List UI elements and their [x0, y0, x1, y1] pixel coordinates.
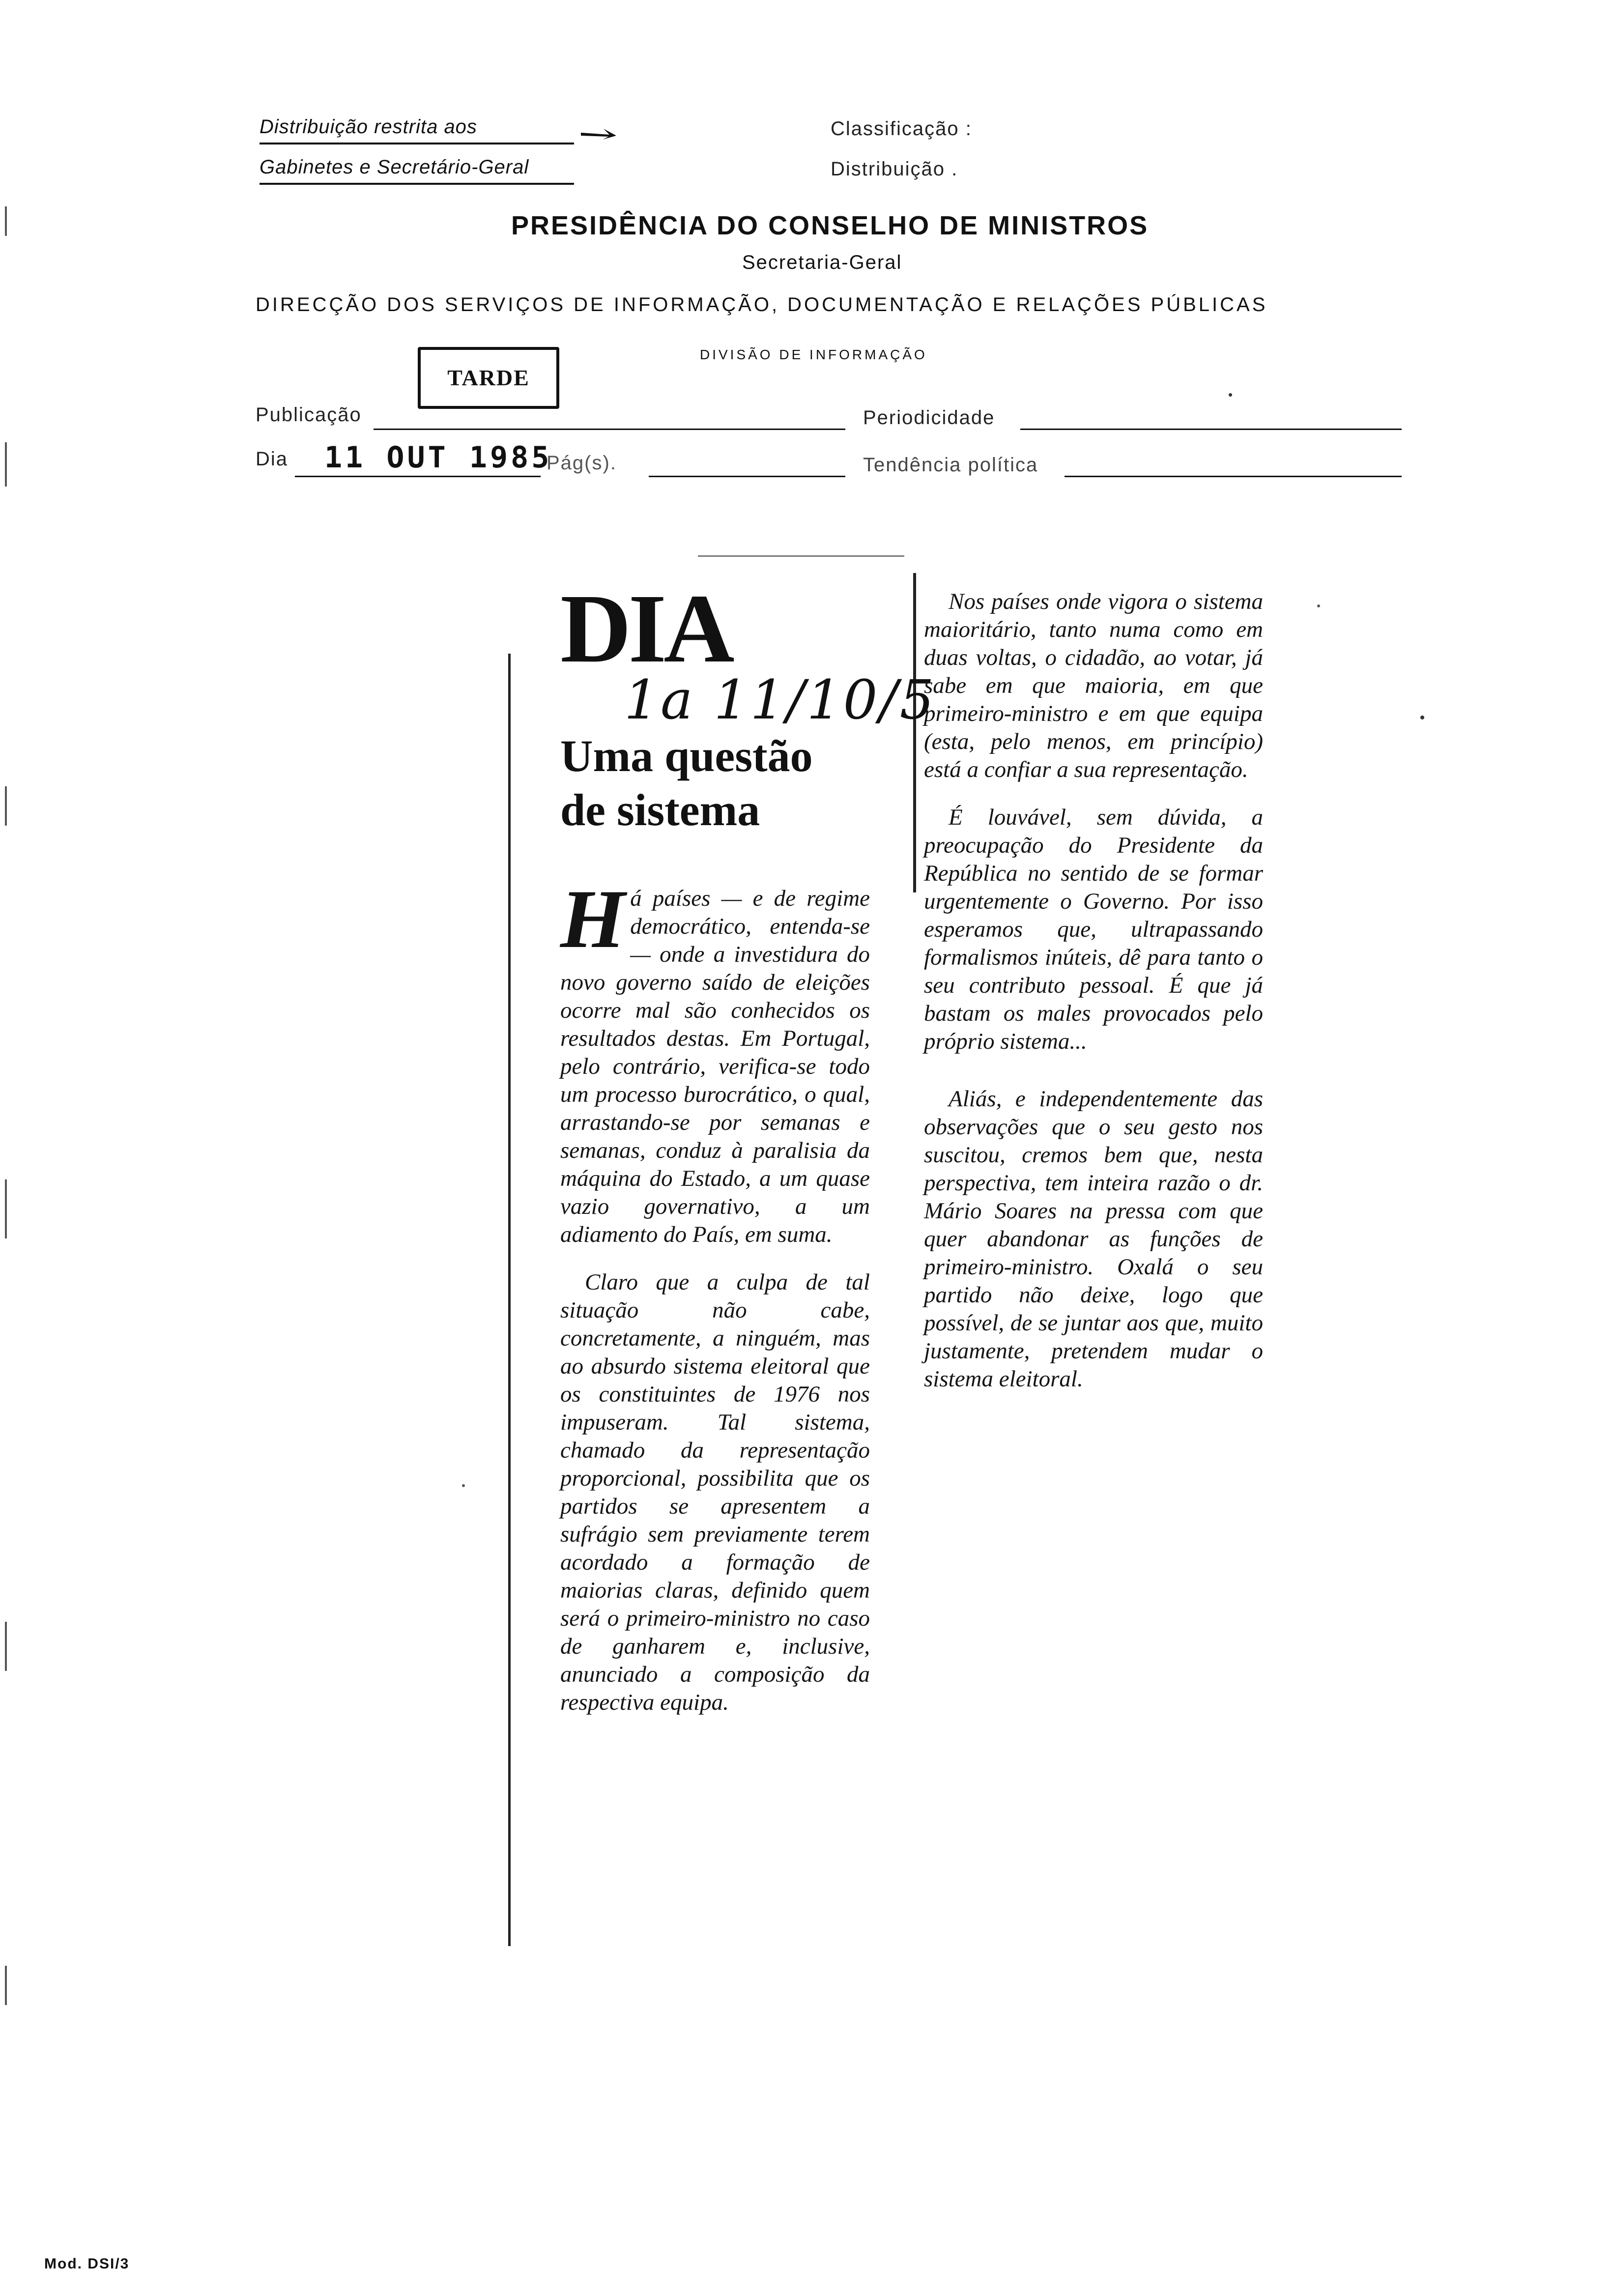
form-code: Mod. DSI/3 [44, 2256, 130, 2272]
article-headline-line-2: de sistema [560, 785, 760, 835]
distribuicao-label: Distribuição . [831, 158, 958, 180]
pags-label: Pág(s). [547, 452, 617, 474]
scan-edge-mark [5, 1622, 7, 1671]
direccao-line: DIRECÇÃO DOS SERVIÇOS DE INFORMAÇÃO, DOCUMENTAÇÃO E RELAÇÕES PÚBLICAS [256, 294, 1268, 316]
scan-edge-mark [5, 1179, 7, 1238]
scan-edge-mark [5, 786, 7, 826]
dia-label: Dia [256, 448, 288, 470]
scan-edge-mark [5, 1966, 7, 2005]
scan-speck [1420, 716, 1424, 719]
publicacao-label: Publicação [256, 404, 362, 426]
article-paragraph [560, 873, 870, 1249]
paragraph-text: á países — e de regime democrático, entenda-se — onde a investidura do novo governo saído de eleições ocorre mal são conhecidos os resultados destas. Em Portugal, pelo contrário, verifica-se todo um processo burocrático, o qual, arrastando-se por semanas e semanas, conduz à paralisia da máquina do Estado, a um quase vazio governativo, a um adiamento do País, em suma. [560, 886, 870, 1247]
article-paragraph: É louvável, sem dúvida, a preocupação do Presidente da República no sentido de se formar urgentemente o Governo. Por isso esperamos que, ultrapassando formalismos inúteis, dê para tanto o seu contributo pessoal. É que já bastam os males provocados pelo próprio sistema... [924, 804, 1263, 1054]
periodicidade-field [1020, 429, 1402, 430]
clipping-left-border [508, 654, 511, 1946]
tendencia-label: Tendência política [863, 454, 1038, 476]
drop-cap: H [560, 873, 626, 965]
article-paragraph: Aliás, e independentemente das observações que o seu gesto nos suscitou, cremos bem que, nesta perspectiva, tem inteira razão o dr. Mário Soares na pressa com que quer abandonar as funções de primeiro-ministro. Oxalá o seu partido não deixe, logo que possível, de se juntar aos que, muito justamente, pretendem mudar o sistema eleitoral. [924, 1086, 1263, 1392]
publicacao-field [374, 429, 845, 430]
newspaper-masthead: DIA [560, 574, 732, 683]
scan-speck [1317, 604, 1320, 607]
dia-field [295, 476, 541, 477]
page-title: PRESIDÊNCIA DO CONSELHO DE MINISTROS [511, 211, 1149, 240]
arrow-icon [580, 126, 617, 143]
article-paragraph: Claro que a culpa de tal situação não cabe, concretamente, a ninguém, mas ao absurdo sistema eleitoral que os constituintes de 1976 nos impuseram. Tal sistema, chamado da representação proporcional, possibilita que os partidos se apresentem a sufrágio sem previamente terem acordado a formação de maiorias claras, definido quem será o primeiro-ministro no caso de ganharem e, inclusive, anunciado a composição da respectiva equipa. [560, 1269, 870, 1715]
edition-stamp: TARDE [418, 347, 559, 409]
distribution-rule-1 [259, 143, 574, 144]
distribution-line-1: Distribuição restrita aos [259, 116, 477, 138]
scan-edge-mark [5, 206, 7, 236]
clipping-divider [913, 573, 916, 892]
article-left-column [560, 873, 870, 1736]
clipping-top-edge [698, 555, 904, 557]
article-headline-line-1: Uma questão [560, 731, 813, 781]
handwritten-date-note: 1a 11/10/5 [624, 668, 936, 731]
scan-edge-mark [5, 442, 7, 487]
page-subtitle: Secretaria-Geral [742, 252, 902, 273]
scan-speck [1229, 393, 1232, 397]
dia-value: 11 OUT 1985 [324, 440, 552, 475]
classificacao-label: Classificação : [831, 118, 972, 140]
article-paragraph: Nos países onde vigora o sistema maioritário, tanto numa como em duas voltas, o cidadão, ao votar, já sabe em que maioria, em que primeiro-ministro e em que equipa (esta, pelo menos, em princípio) está a confiar a sua representação. [924, 589, 1263, 782]
pags-field [649, 476, 845, 477]
article-right-column [924, 588, 1263, 1413]
scan-speck [462, 1484, 465, 1487]
tendencia-field [1065, 476, 1402, 477]
periodicidade-label: Periodicidade [863, 407, 995, 429]
divisao-line: DIVISÃO DE INFORMAÇÃO [700, 347, 927, 362]
distribution-rule-2 [259, 183, 574, 185]
distribution-line-2: Gabinetes e Secretário-Geral [259, 156, 529, 178]
